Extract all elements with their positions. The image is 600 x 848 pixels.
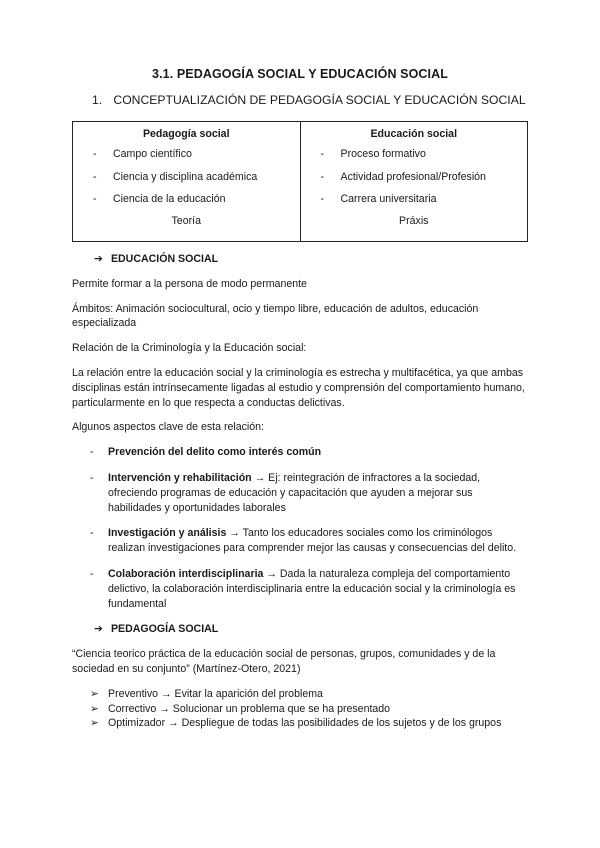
arrowhead-icon: ➢ [90, 702, 99, 715]
table-item: - Campo científico [93, 147, 192, 160]
subtitle [92, 92, 528, 108]
paragraph: La relación entre la educación social y la criminología es estrecha y multifacética, ya que ambas disciplinas están intrínsecamente ligadas al estudio y comprensión del comportamiento humano, particularmente en lo que respecta a conductas delictivas. [72, 366, 525, 409]
table-item: - Ciencia y disciplina académica [93, 170, 258, 183]
column-header: Educación social [370, 128, 458, 140]
section-heading-pedagogia-social: ➔ PEDAGOGÍA SOCIAL [94, 623, 219, 636]
table-item: - Ciencia de la educación [93, 193, 226, 206]
arrowhead-icon: ➢ [90, 717, 99, 730]
paragraph: Algunos aspectos clave de esta relación: [72, 421, 264, 434]
section-heading-educacion-social: ➔ EDUCACIÓN SOCIAL [94, 252, 219, 265]
list-item: - Investigación y análisis → Tanto los educadores sociales como los criminólogos realizan investigaciones para comprender mejor las causas y consecuencias del delito. [90, 527, 517, 555]
column-header: Pedagogía social [142, 128, 230, 140]
subtitle-number: 1. [92, 93, 103, 107]
paragraph: Ámbitos: Animación sociocultural, ocio y tiempo libre, educación de adultos, educación especializada [72, 302, 479, 330]
paragraph: Permite formar a la persona de modo permanente [72, 277, 307, 290]
table-item: - Actividad profesional/Profesión [320, 170, 486, 183]
list-item: ➢ Optimizador → Despliegue de todas las posibilidades de los sujetos y de los grupos [72, 716, 528, 731]
function-list [72, 687, 528, 731]
column-footer: Práxis [399, 215, 429, 228]
paragraph: Relación de la Criminología y la Educación social: [72, 342, 307, 355]
column-footer: Teoría [171, 215, 201, 228]
list-item: ➢ Preventivo → Evitar la aparición del problema [72, 687, 528, 702]
subtitle-text: CONCEPTUALIZACIÓN DE PEDAGOGÍA SOCIAL Y EDUCACIÓN SOCIAL [113, 93, 526, 107]
table-item: - Proceso formativo [320, 147, 426, 160]
list-item: - Intervención y rehabilitación → Ej: reintegración de infractores a la sociedad, ofreciendo programas de educación y capacitación que ayuden a mejorar sus habilidades y oportunidades laborales [90, 471, 481, 514]
list-item: - Prevención del delito como interés común [90, 446, 322, 459]
table-column-educacion [300, 122, 528, 242]
arrow-icon: ➔ [94, 252, 103, 265]
arrow-icon: ➔ [94, 623, 103, 636]
relation-list [72, 445, 528, 611]
document-page [72, 66, 528, 731]
comparison-table [72, 121, 528, 242]
quote-paragraph: “Ciencia teorico práctica de la educación social de personas, grupos, comunidades y de la sociedad en su conjunto” (Martínez-Otero, 2021) [72, 648, 496, 675]
arrowhead-icon: ➢ [90, 687, 99, 700]
list-item: - Colaboración interdisciplinaria → Dada la naturaleza compleja del comportamiento delictivo, la colaboración interdisciplinaria entre la educación social y la criminología es fundamental [90, 567, 516, 610]
list-item: ➢ Correctivo → Solucionar un problema que se ha presentado [72, 702, 528, 717]
page-title: 3.1. PEDAGOGÍA SOCIAL Y EDUCACIÓN SOCIAL [152, 67, 448, 81]
table-item: - Carrera universitaria [320, 193, 437, 206]
table-column-pedagogia [73, 122, 301, 242]
